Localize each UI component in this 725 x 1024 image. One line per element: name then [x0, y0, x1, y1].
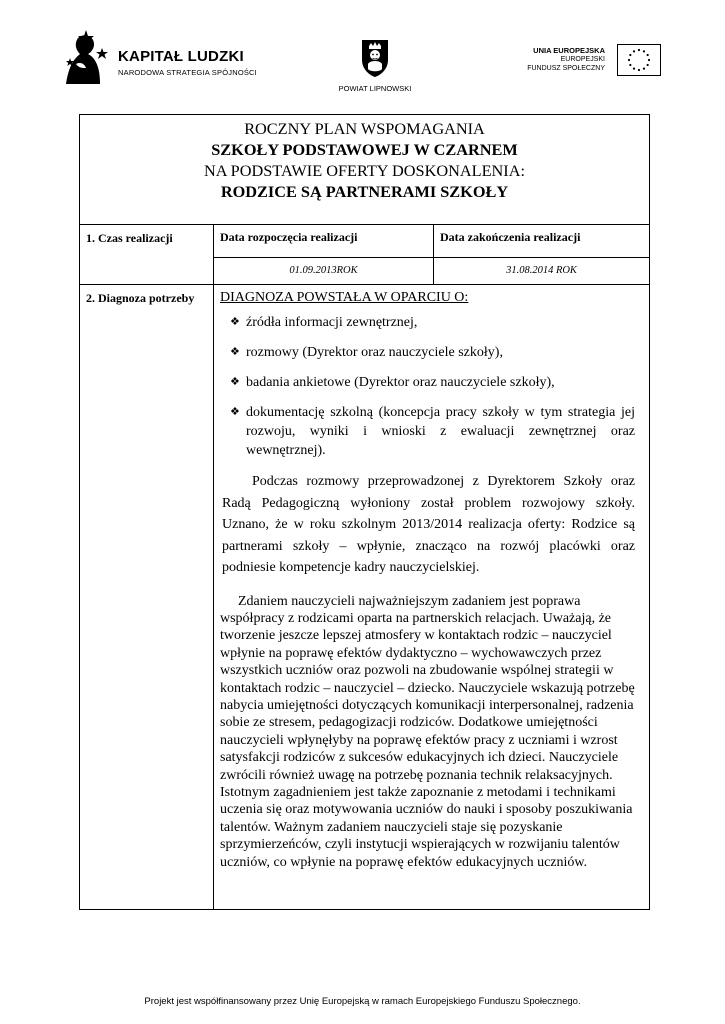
- list-item: [222, 313, 635, 332]
- realization-label: 1. Czas realizacji: [80, 225, 214, 285]
- eu-text-block: [527, 46, 605, 73]
- title-cell: [80, 115, 650, 225]
- eu-star-icon: [638, 49, 640, 51]
- powiat-crest-icon: [360, 38, 390, 78]
- eu-star-icon: [628, 59, 630, 61]
- eu-star-icon: [648, 59, 650, 61]
- list-item-text: rozmowy (Dyrektor oraz nauczyciele szkoły),: [246, 345, 503, 360]
- eu-star-icon: [629, 54, 631, 56]
- title-row: [80, 115, 650, 225]
- title-line-4: RODZICE SĄ PARTNERAMI SZKOŁY: [220, 182, 509, 201]
- title-line-1: ROCZNY PLAN WSPOMAGANIA: [244, 119, 485, 138]
- diagnosis-paragraph-2: Zdaniem nauczycieli najważniejszym zadaniem jest poprawa współpracy z rodzicami oparta na partnerskich relacjach. Uważają, że tworzenie jeszcze lepszej atmosfery w kontaktach rodzic – nauczyciel wpłynie na poprawę efektów dydaktyczno – wychowawczych przez wszystkich uczniów oraz pozwoli na zbudowanie wspólnej strategii w kontaktach rodzic – nauczyciel – dziecko. Nauczyciele wskazują potrzebę nabycia umiejętności dotyczących komunikacji interpersonalnej, radzenia sobie ze stresem, pedagogizacji rodziców. Dodatkowe umiejętności nauczycieli wpłynęłyby na poprawę efektów pracy z uczniami i wzrost satysfakcji rodziców z sukcesów edukacyjnych ich dzieci. Nauczyciele zwrócili również uwagę na potrzebę poznania technik relaksacyjnych. Istotnym zagadnieniem jest także zapoznanie z metodami i technikami uczenia się oraz motywowania uczniów do nauki i sposoby poszukiwania talentów. Ważnym zadaniem nauczycieli staje się pozyskanie sprzymierzeńców, czyli instytucji wspierających w rozwijaniu talentów uczniów, co wpłynie na poprawę efektów edukacyjnych uczniów.: [220, 593, 635, 870]
- diagnosis-heading: DIAGNOZA POWSTAŁA W OPARCIU O:: [220, 290, 469, 305]
- diagnosis-paragraph-1: Podczas rozmowy przeprowadzonej z Dyrektorem Szkoły oraz Radą Pedagogiczną wyłoniony został problem rozwojowy szkoły. Uznano, że w roku szkolnym 2013/2014 realizacja oferty: Rodzice są partnerami szkoły – wpłynie, znacząco na rozwój placówki oraz podniesie kompetencje kadry nauczycielskiej.: [222, 474, 635, 575]
- powiat-lipnowski-logo: [330, 38, 420, 100]
- eu-main-label: UNIA EUROPEJSKA: [533, 46, 605, 55]
- eu-star-icon: [629, 64, 631, 66]
- eu-star-icon: [647, 64, 649, 66]
- list-item-text: badania ankietowe (Dyrektor oraz nauczyciele szkoły),: [246, 375, 555, 390]
- realization-header-row: [80, 225, 650, 258]
- list-item-text: źródła informacji zewnętrznej,: [246, 315, 418, 330]
- list-item: [222, 403, 635, 460]
- eu-line-2: EUROPEJSKI: [560, 56, 605, 63]
- diamond-bullet-icon: ❖: [230, 376, 240, 388]
- eu-flag-icon: [617, 44, 661, 76]
- eu-star-icon: [633, 68, 635, 70]
- eu-star-icon: [638, 69, 640, 71]
- powiat-name: POWIAT LIPNOWSKI: [338, 84, 412, 93]
- end-date-header: Data zakończenia realizacji: [434, 225, 650, 258]
- title-line-3: NA PODSTAWIE OFERTY DOSKONALENIA:: [204, 161, 525, 180]
- eu-star-icon: [643, 50, 645, 52]
- eu-star-icon: [643, 68, 645, 70]
- eu-logo: [510, 44, 665, 84]
- support-plan-table: [79, 114, 650, 910]
- diamond-bullet-icon: ❖: [230, 316, 240, 328]
- diagnosis-label: 2. Diagnoza potrzeby: [80, 285, 214, 910]
- kapital-ludzki-title: KAPITAŁ LUDZKI: [118, 48, 244, 65]
- diagnosis-row: [80, 285, 650, 910]
- kapital-ludzki-logo: [62, 28, 272, 88]
- diamond-bullet-icon: ❖: [230, 346, 240, 358]
- eu-line-3: FUNDUSZ SPOŁECZNY: [527, 65, 605, 72]
- end-date-value: 31.08.2014 ROK: [434, 258, 650, 285]
- title-line-2: SZKOŁY PODSTAWOWEJ W CZARNEM: [211, 140, 518, 159]
- eu-star-icon: [647, 54, 649, 56]
- kapital-ludzki-subtitle: NARODOWA STRATEGIA SPÓJNOŚCI: [118, 68, 257, 77]
- list-item-text: dokumentację szkolną (koncepcja pracy szkoły w tym strategia jej rozwoju, wyniki i wnioski z ewaluacji zewnętrznej oraz wewnętrznej).: [246, 405, 635, 458]
- kapital-ludzki-emblem-icon: [62, 30, 110, 86]
- diagnosis-content: [214, 285, 650, 910]
- start-date-header: Data rozpoczęcia realizacji: [214, 225, 434, 258]
- eu-star-icon: [633, 50, 635, 52]
- start-date-value: 01.09.2013ROK: [214, 258, 434, 285]
- list-item: [222, 343, 635, 362]
- list-item: [222, 373, 635, 392]
- diagnosis-sources-list: [214, 313, 649, 460]
- diamond-bullet-icon: ❖: [230, 406, 240, 418]
- footer-note: Projekt jest współfinansowany przez Unię Europejską w ramach Europejskiego Funduszu Społecznego.: [144, 996, 581, 1007]
